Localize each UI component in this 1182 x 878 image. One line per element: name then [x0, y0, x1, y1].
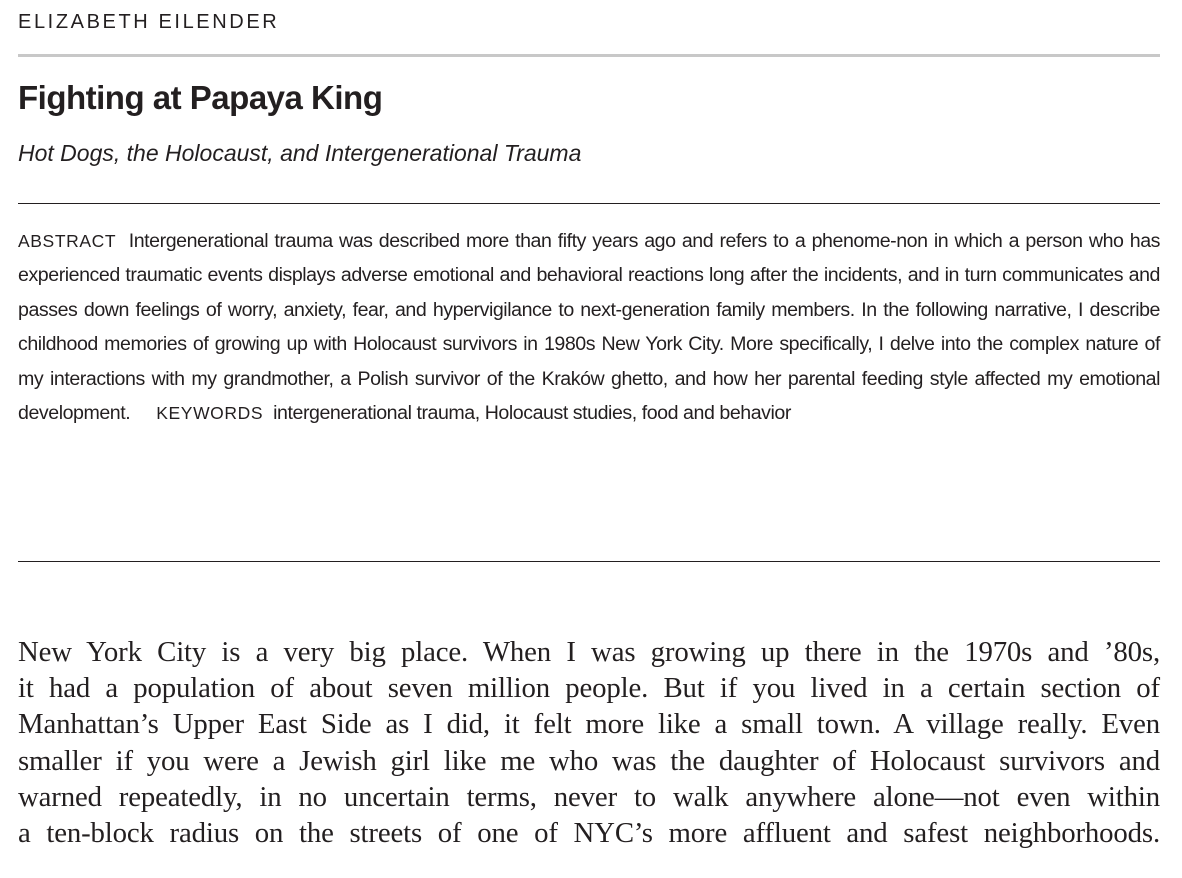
article-subtitle: Hot Dogs, the Holocaust, and Intergenerational Trauma: [18, 140, 582, 166]
body-line: smaller if you were a Jewish girl like me who was the daughter of Holocaust survivors and: [18, 744, 1160, 777]
abstract-top-divider: [18, 203, 1160, 204]
body-line: a ten-block radius on the streets of one of NYC’s more affluent and safest neighborhoods.: [18, 817, 1160, 850]
article-title: Fighting at Papaya King: [18, 79, 383, 116]
abstract-block: [18, 224, 1160, 430]
abstract-bottom-divider: [18, 561, 1160, 562]
body-paragraph: [18, 634, 1160, 851]
body-line: warned repeatedly, in no uncertain terms, never to walk anywhere alone—not even within: [18, 780, 1160, 813]
abstract-text: Intergenerational trauma was described more than fifty years ago and refers to a phenome-non in which a person who has experienced traumatic events displays adverse emotional and behavioral reactions long after the incidents, and in turn communicates and passes down feelings of worry, anxiety, fear, and hypervigilance to next-generation family members. In the following narrative, I describe childhood memories of growing up with Holocaust survivors in 1980s New York City. More specifically, I delve into the complex nature of my interactions with my grandmother, a Polish survivor of the Kraków ghetto, and how her parental feeding style affected my emotional development.: [18, 230, 1160, 425]
author-name: ELIZABETH EILENDER: [18, 11, 280, 33]
keywords-label: KEYWORDS: [156, 403, 264, 424]
body-line: Manhattan’s Upper East Side as I did, it felt more like a small town. A village really. Even: [18, 708, 1160, 741]
body-line: New York City is a very big place. When I was growing up there in the 1970s and ’80s,: [18, 636, 1160, 668]
keywords-text: intergenerational trauma, Holocaust studies, food and behavior: [273, 402, 791, 425]
body-line: it had a population of about seven million people. But if you lived in a certain section of: [18, 672, 1160, 705]
abstract-label: ABSTRACT: [18, 231, 117, 251]
header-divider: [18, 54, 1160, 57]
